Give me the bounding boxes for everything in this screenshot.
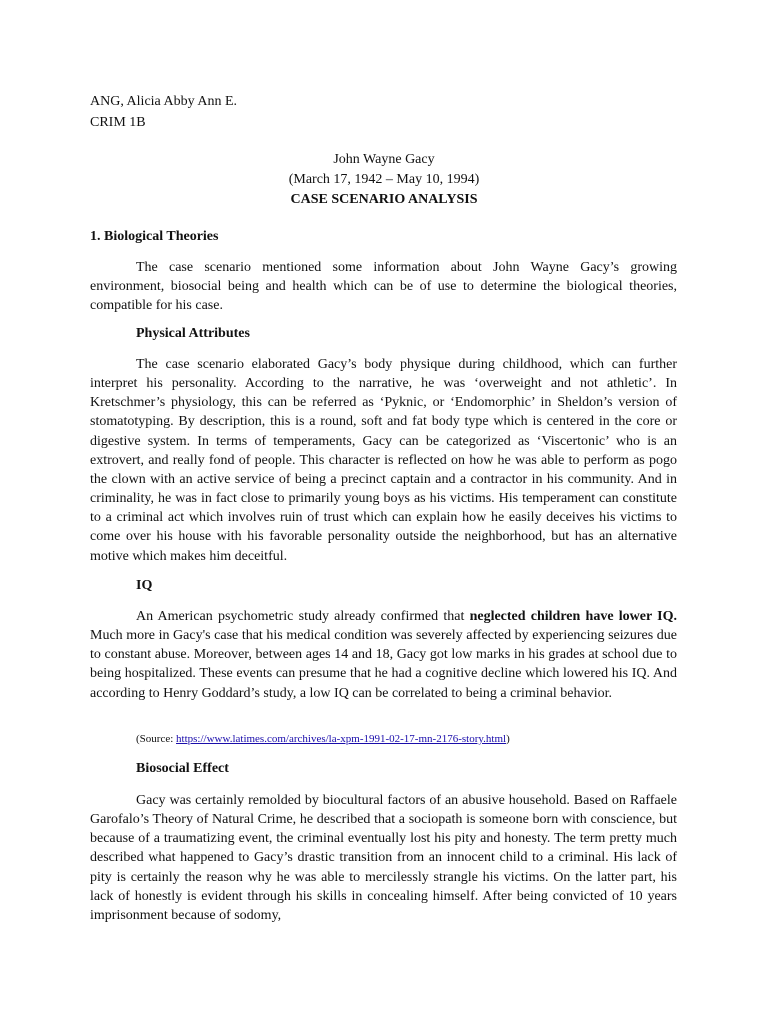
source-close: ) bbox=[506, 733, 510, 745]
subject-dates: (March 17, 1942 – May 10, 1994) bbox=[288, 172, 480, 187]
subheading-iq: IQ bbox=[136, 578, 153, 593]
physical-paragraph bbox=[90, 355, 677, 566]
source-link[interactable]: https://www.latimes.com/archives/la-xpm-1991-02-17-mn-2176-story.html bbox=[176, 733, 507, 745]
biosocial-paragraph bbox=[90, 791, 677, 925]
intro-paragraph bbox=[90, 258, 677, 315]
source-citation bbox=[136, 733, 510, 745]
biosocial-text: Gacy was certainly remolded by biocultural factors of an abusive household. Based on Raffaele Garofalo’s Theory of Natural Crime, he described that a sociopath is someone born with conscience, but because of a traumatizing event, the criminal eventually lost his pity and honesty. The term pretty much described what happened to Gacy’s drastic transition from an innocent child to a criminal. His lack of pity is certainly the reason why he was able to mercilessly strangle his victims. On the latter part, his lack of honestly is evident through his skills in concealing himself. After being convicted of 10 years imprisonment because of sodomy, bbox=[90, 793, 677, 923]
class-section: CRIM 1B bbox=[90, 115, 146, 130]
subject-name: John Wayne Gacy bbox=[333, 152, 435, 167]
intro-text: The case scenario mentioned some information about John Wayne Gacy’s growing environment, biosocial being and health which can be of use to determine the biological theories, compatible for his case. bbox=[90, 260, 677, 314]
author-name: ANG, Alicia Abby Ann E. bbox=[90, 94, 237, 109]
iq-lead: An American psychometric study already confirmed that bbox=[136, 609, 470, 624]
author-header bbox=[90, 91, 237, 133]
document-title: CASE SCENARIO ANALYSIS bbox=[290, 192, 478, 207]
title-block bbox=[0, 150, 768, 210]
source-open: (Source: bbox=[136, 733, 177, 745]
subheading-biosocial-effect: Biosocial Effect bbox=[136, 761, 229, 776]
section-heading-biological-theories: 1. Biological Theories bbox=[90, 229, 219, 244]
physical-text: The case scenario elaborated Gacy’s body physique during childhood, which can further interpret his personality. According to the narrative, he was ‘overweight and not athletic’. In Kretschmer’s physiology, this can be referred as ‘Pyknic, or ‘Endomorphic’ in Sheldon’s version of stomatotyping. By description, this is a round, soft and fat body type which is centered in the core or digestive system. In terms of temperaments, Gacy can be categorized as ‘Viscertonic’ who is an extrovert, and really fond of people. This character is reflected on how he was able to perform as pogo the clown with an active service of being a precinct captain and a contractor in his community. And in criminality, he was in fact close to primarily young boys as his victims. His temperament can constitute to a criminal act which involves ruin of trust which can explain how he easily deceives his victims to come over his house with his favorable personality outside the neighborhood, but has an alternative motive which makes him deceitful. bbox=[90, 357, 677, 564]
iq-paragraph bbox=[90, 607, 677, 703]
subheading-physical-attributes: Physical Attributes bbox=[136, 326, 250, 341]
iq-text bbox=[90, 607, 677, 703]
iq-rest: Much more in Gacy's case that his medical condition was severely affected by experiencing seizures due to constant abuse. Moreover, between ages 14 and 18, Gacy got low marks in his grades at school due to being hospitalized. These events can presume that he had a cognitive decline which lowered his IQ. And according to Henry Goddard’s study, a low IQ can be correlated to being a criminal behavior. bbox=[90, 628, 677, 701]
iq-bold-claim: neglected children have lower IQ. bbox=[469, 609, 677, 624]
